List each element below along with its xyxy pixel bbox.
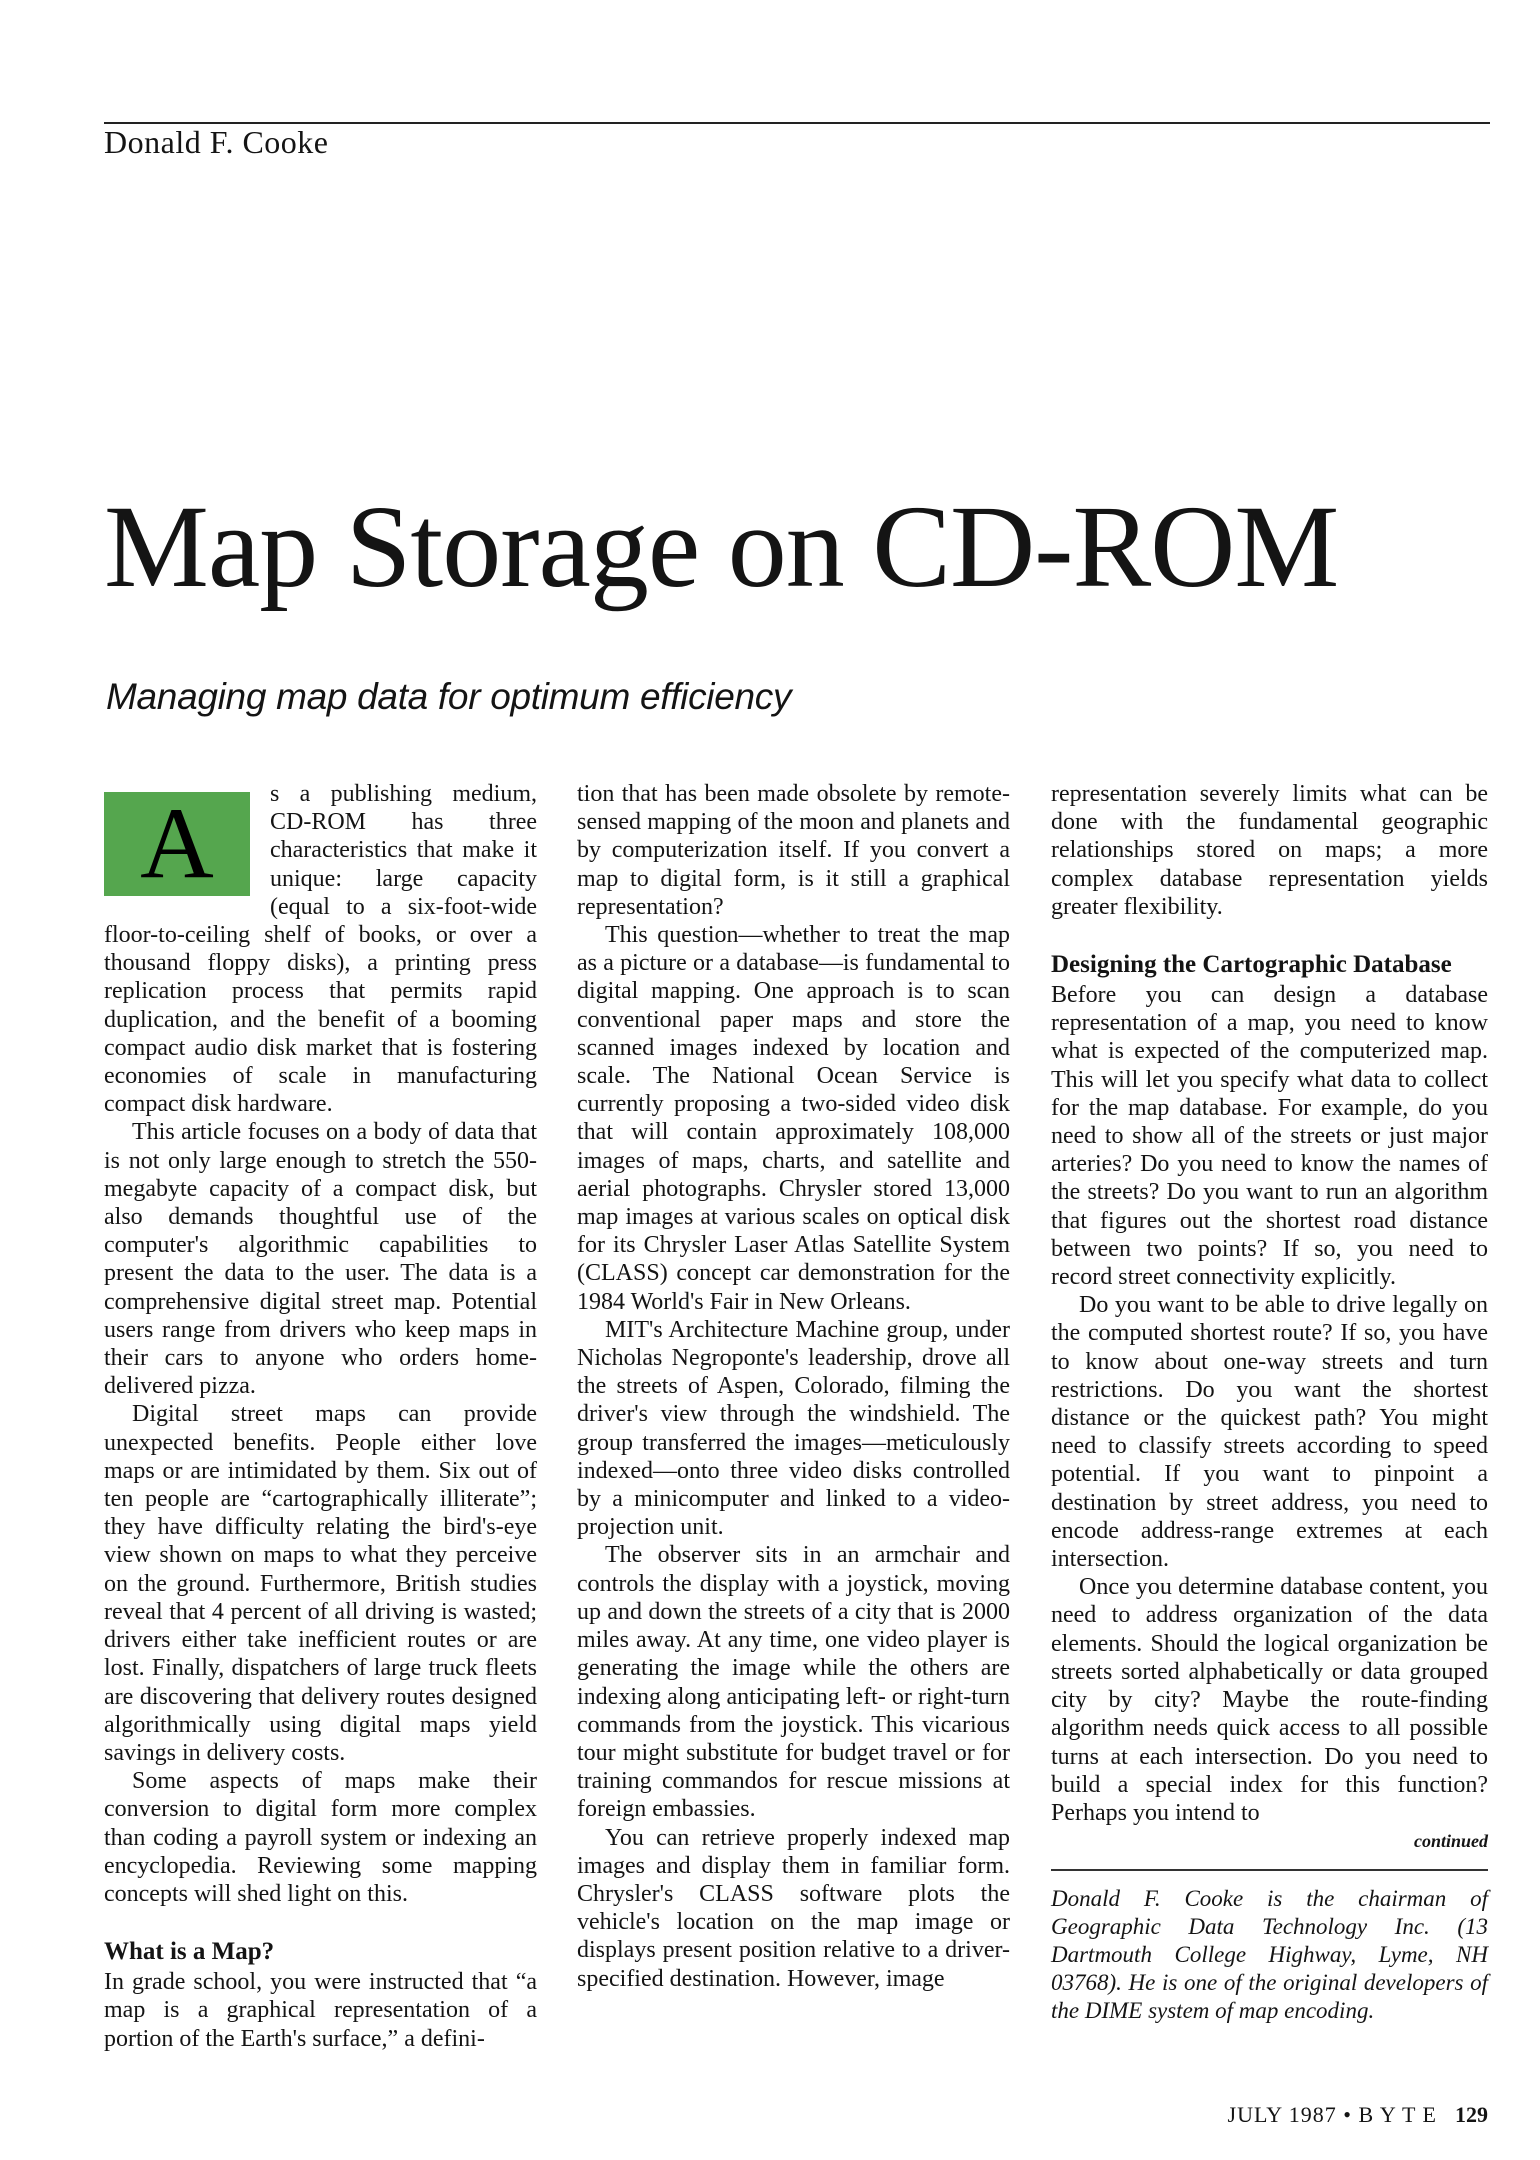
column-3 xyxy=(1051,780,1488,2025)
paragraph: s a publishing medium, CD-ROM has three characteristics that make it unique: large capacity (equal to a six-foot-wide floor-to-ceiling shelf of books, or over a thousand floppy disks), a printing press replication process that permits rapid duplication, and the benefit of a booming compact audio disk market that is fostering economies of scale in manufacturing compact disk hardware. xyxy=(104,781,537,1118)
paragraph: You can retrieve properly indexed map images and display them in familiar form. Chrysler's CLASS software plots the vehicle's location on the map image or displays present position relative to a driver-specified destination. However, image xyxy=(577,1824,1010,1992)
column-2 xyxy=(577,780,1010,1993)
paragraph: The observer sits in an armchair and controls the display with a joystick, moving up and down the streets of a city that is 2000 miles away. At any time, one video player is generating the image while the others are indexing along anticipating left- or right-turn commands from the joystick. This vicarious tour might substitute for budget travel or for training commandos for rescue missions at foreign embassies. xyxy=(577,1542,1010,1823)
article-title: Map Storage on CD-ROM xyxy=(104,481,1339,612)
paragraph: MIT's Architecture Machine group, under Nicholas Negroponte's leadership, drove all the streets of Aspen, Colorado, filming the driver's view through the windshield. The group transferred the images—meticulously indexed—onto three video disks controlled by a minicomputer and linked to a video-projection unit. xyxy=(577,1316,1010,1541)
drop-cap-letter: A xyxy=(140,787,214,900)
paragraph: Before you can design a database representation of a map, you need to know what is expected of the computerized map. This will let you specify what data to collect for the map database. For example, do you need to show all of the streets or just major arteries? Do you need to know the names of the streets? Do you want to run an algorithm that figures out the shortest road distance between two points? If so, you need to record street connectivity explicitly. xyxy=(1051,982,1488,1291)
paragraph: This question—whether to treat the map as a picture or a database—is fundamental to digital mapping. One approach is to scan conventional paper maps and store the scanned images indexed by location and scale. The National Ocean Service is currently proposing a two-sided video disk that will contain approximately 108,000 images of maps, charts, and satellite and aerial photographs. Chrysler stored 13,000 map images at various scales on optical disk for its Chrysler Laser Atlas Satellite System (CLASS) concept car demonstration for the 1984 World's Fair in New Orleans. xyxy=(577,922,1010,1315)
article-subtitle: Managing map data for optimum efficiency xyxy=(106,676,792,717)
paragraph: Do you want to be able to drive legally on the computed shortest route? If so, you have to know about one-way streets and turn restrictions. Do you want the shortest distance or the quickest path? You might need to classify streets according to speed potential. If you want to pinpoint a destination by street address, you need to encode address-range extremes at each intersection. xyxy=(1051,1292,1488,1573)
bio-rule xyxy=(1051,1869,1488,1871)
section-heading: Designing the Cartographic Database xyxy=(1051,951,1452,979)
continued-marker: continued xyxy=(1413,1831,1488,1852)
drop-cap xyxy=(104,787,250,900)
paragraph: Once you determine database content, you need to address organization of the data elements. Should the logical organization be streets sorted alphabetically or data grouped city by city? Maybe the route-finding algorithm needs quick access to all possible turns at each intersection. Do you need to build a special index for this function? Perhaps you intend to xyxy=(1051,1574,1488,1826)
paragraph: representation severely limits what can be done with the fundamental geographic relationships stored on maps; a more complex database representation yields greater flexibility. xyxy=(1051,781,1488,920)
author-bio: Donald F. Cooke is the chairman of Geographic Data Technology Inc. (13 Dartmouth College Highway, Lyme, NH 03768). He is one of the original developers of the DIME system of map encoding. xyxy=(1051,1886,1488,2024)
section-heading: What is a Map? xyxy=(104,1938,275,1966)
paragraph: Digital street maps can provide unexpected benefits. People either love maps or are intimidated by them. Six out of ten people are “cartographically illiterate”; they have difficulty relating the bird's-eye view shown on maps to what they perceive on the ground. Furthermore, British studies reveal that 4 percent of all driving is wasted; drivers either take inefficient routes or are lost. Finally, dispatchers of large truck fleets are discovering that delivery routes designed algorithmically using digital maps yield savings in delivery costs. xyxy=(104,1401,537,1766)
page-footer xyxy=(1228,2102,1488,2128)
paragraph: tion that has been made obsolete by remote-sensed mapping of the moon and planets and by computerization itself. If you convert a map to digital form, is it still a graphical representation? xyxy=(577,781,1010,920)
paragraph: Some aspects of maps make their conversion to digital form more complex than coding a payroll system or indexing an encyclopedia. Reviewing some mapping concepts will shed light on this. xyxy=(104,1768,537,1907)
running-head-author: Donald F. Cooke xyxy=(104,124,329,160)
column-1 xyxy=(104,780,537,2053)
paragraph: In grade school, you were instructed that “a map is a graphical representation of a portion of the Earth's surface,” a defini- xyxy=(104,1969,537,2052)
paragraph: This article focuses on a body of data that is not only large enough to stretch the 550-megabyte capacity of a compact disk, but also demands thoughtful use of the computer's algorithmic capabilities to present the data to the user. The data is a comprehensive digital street map. Potential users range from drivers who keep maps in their cars to anyone who orders home-delivered pizza. xyxy=(104,1119,537,1400)
page-number: 129 xyxy=(1455,2102,1488,2127)
issue-line: JULY 1987 • B Y T E xyxy=(1227,2102,1437,2127)
